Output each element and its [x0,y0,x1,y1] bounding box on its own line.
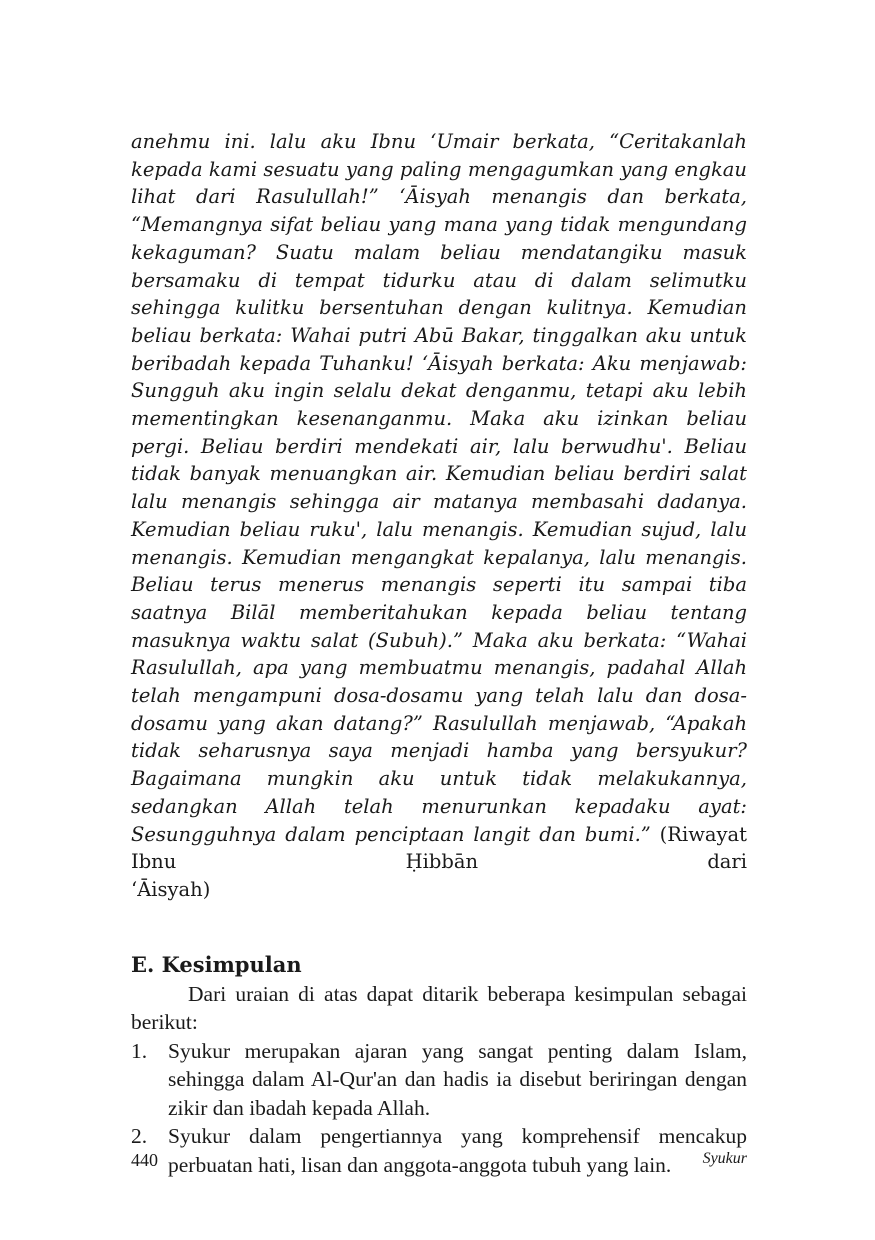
running-title: Syukur [702,1150,747,1167]
page-body [131,128,747,1179]
list-item-text: Syukur merupakan ajaran yang sangat penting dalam Islam, sehingga dalam Al-Qur'an dan hadis ia disebut beriringan dengan zikir dan ibadah kepada Allah. [168,1038,747,1120]
hadith-quote [131,128,747,904]
hadith-citation: (Riwayat Ibnu Ḥibbān dari [131,822,747,874]
list-item-number: 1. [131,1038,148,1063]
hadith-citation-end: ‘Āisyah) [131,877,211,901]
section-intro: Dari uraian di atas dapat ditarik beberapa kesimpulan sebagai berikut: [131,981,747,1035]
list-item-number: 2. [131,1124,148,1149]
list-item-text: Syukur dalam pengertiannya yang komprehensif mencakup perbuatan hati, lisan dan anggota-anggota tubuh yang lain. [168,1124,747,1177]
hadith-quote-text: anehmu ini. lalu aku Ibnu ‘Umair berkata, “Ceritakanlah kepada kami sesuatu yang paling mengagumkan yang engkau lihat dari Rasulullah!” ‘Āisyah menangis dan berkata, “Memangnya sifat beliau yang mana yang tidak mengundang kekaguman? Suatu malam beliau mendatangiku masuk bersamaku di tempat tidurku atau di dalam selimutku sehingga kulitku bersentuhan dengan kulitnya. Kemudian beliau berkata: Wahai putri Abū Bakar, tinggalkan aku untuk beribadah kepada Tuhanku! ‘Āisyah berkata: Aku menjawab: Sungguh aku ingin selalu dekat denganmu, tetapi aku lebih mementingkan kesenanganmu. Maka aku izinkan beliau pergi. Beliau berdiri mendekati air, lalu berwudhu'. Beliau tidak banyak menuangkan air. Kemudian beliau berdiri salat lalu menangis sehingga air matanya membasahi dadanya. Kemudian beliau ruku', lalu menangis. Kemudian sujud, lalu menangis. Kemudian mengangkat kepalanya, lalu menangis. Beliau terus menerus menangis seperti itu sampai tiba saatnya Bilāl memberitahukan kepada beliau tentang masuknya waktu salat (Subuh).” Maka aku berkata: “Wahai Rasulullah, apa yang membuatmu menangis, padahal Allah telah mengampuni dosa-dosamu yang telah lalu dan dosa-dosamu yang akan datang?” Rasulullah menjawab, “Apakah tidak seharusnya saya menjadi hamba yang bersyukur? Bagaimana mungkin aku untuk tidak melakukannya, sedangkan Allah telah menurunkan kepadaku ayat: Sesungguhnya dalam penciptaan langit dan bumi.” [131,130,747,846]
page-number: 440 [131,1150,158,1170]
page-footer [131,1150,747,1176]
section-heading: E. Kesimpulan [131,951,302,977]
list-item [131,1037,747,1123]
